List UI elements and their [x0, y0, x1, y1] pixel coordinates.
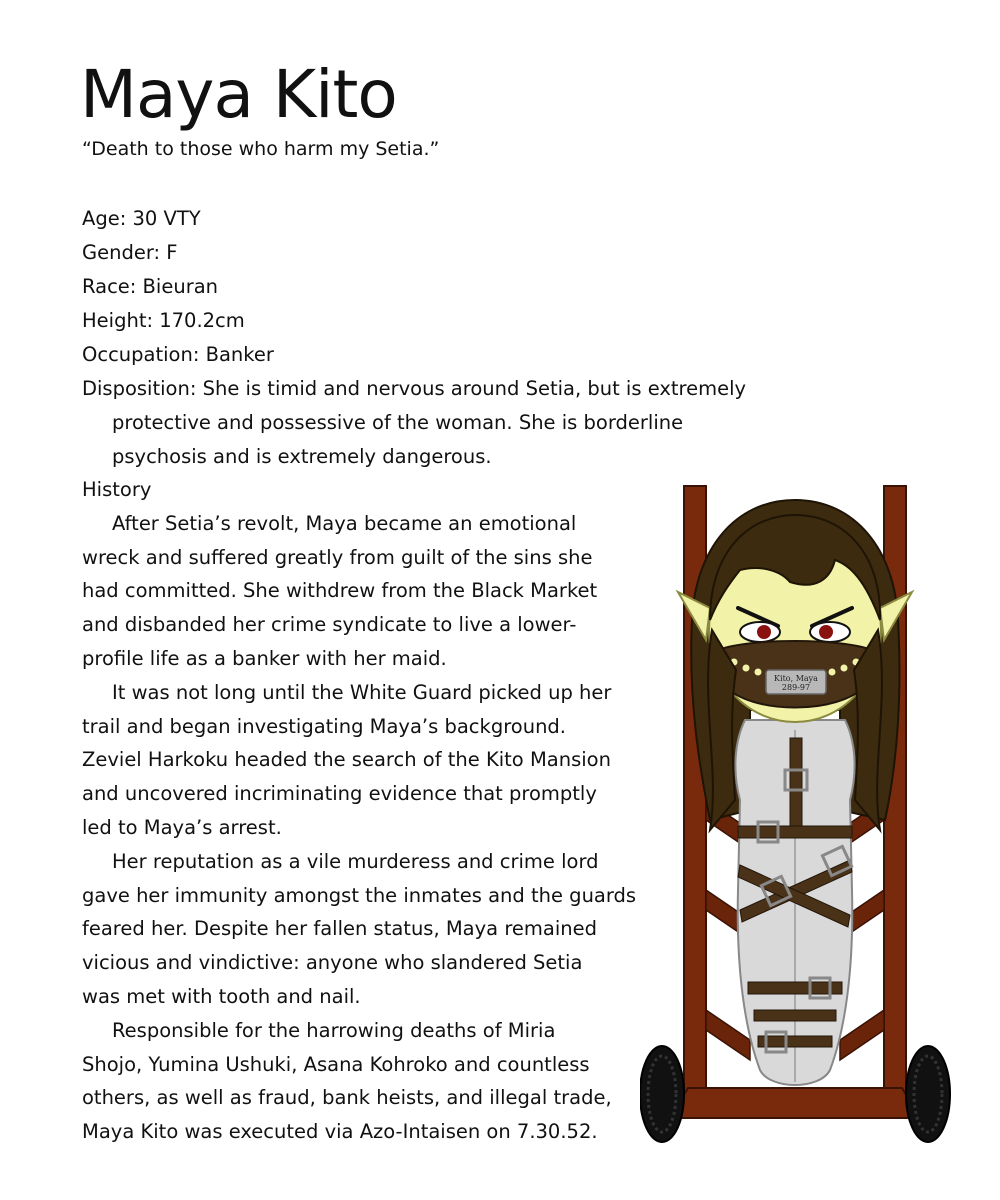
strap-knee	[754, 1010, 836, 1021]
history-line: Her reputation as a vile murderess and crime lord	[112, 849, 599, 873]
history-line: and uncovered incriminating evidence that promptly	[82, 782, 597, 806]
history-line: led to Maya’s arrest.	[82, 815, 282, 839]
stat-gender: Gender: F	[82, 241, 178, 264]
name-tag-name: Kito, Maya	[774, 674, 818, 683]
history-line: Zeviel Harkoku headed the search of the Kito Mansion	[82, 748, 611, 772]
strap-thigh	[748, 982, 842, 994]
history-line: Responsible for the harrowing deaths of Miria	[112, 1018, 556, 1042]
history-section	[82, 473, 652, 1149]
iris-right	[819, 625, 833, 639]
history-line: wreck and suffered greatly from guilt of the sins she	[82, 545, 593, 569]
history-line: After Setia’s revolt, Maya became an emotional	[112, 511, 577, 535]
character-quote: “Death to those who harm my Setia.”	[82, 138, 440, 160]
history-line: was met with tooth and nail.	[82, 984, 361, 1008]
character-illustration	[640, 470, 970, 1160]
history-line: It was not long until the White Guard picked up her	[112, 680, 612, 704]
history-line: Shojo, Yumina Ushuki, Asana Kohroko and countless	[82, 1052, 590, 1076]
strap-shin	[758, 1036, 832, 1047]
mask-stud	[755, 669, 762, 676]
stat-disposition-cont: psychosis and is extremely dangerous.	[112, 445, 492, 468]
name-tag-number: 289-97	[781, 683, 811, 692]
mask-stud	[841, 665, 848, 672]
history-heading: History	[82, 478, 152, 501]
stat-race: Race: Bieuran	[82, 275, 219, 298]
stat-age: Age: 30 VTY	[82, 207, 201, 230]
history-line: vicious and vindictive: anyone who slandered Setia	[82, 951, 583, 975]
history-line: profile life as a banker with her maid.	[82, 646, 447, 670]
stat-occupation: Occupation: Banker	[82, 343, 274, 366]
iris-left	[757, 625, 771, 639]
frame-base	[670, 1088, 920, 1118]
strap-chest	[790, 738, 802, 830]
history-line: and disbanded her crime syndicate to live a lower-	[82, 613, 577, 637]
history-line: others, as well as fraud, bank heists, and illegal trade,	[82, 1086, 612, 1110]
mask-stud	[743, 665, 750, 672]
stat-height: Height: 170.2cm	[82, 309, 245, 332]
stat-disposition-cont: protective and possessive of the woman. She is borderline	[112, 411, 684, 434]
history-line: gave her immunity amongst the inmates and the guards	[82, 883, 637, 907]
mask-stud	[829, 669, 836, 676]
character-stats	[82, 202, 762, 474]
history-line: Maya Kito was executed via Azo-Intaisen on 7.30.52.	[82, 1120, 598, 1144]
page-title: Maya Kito	[80, 56, 397, 133]
history-line: trail and began investigating Maya’s background.	[82, 714, 567, 738]
stat-disposition: Disposition: She is timid and nervous around Setia, but is extremely	[82, 377, 747, 400]
history-line: feared her. Despite her fallen status, Maya remained	[82, 917, 597, 941]
frame-brace	[840, 1010, 884, 1060]
strap-waist	[738, 826, 852, 838]
history-line: had committed. She withdrew from the Black Market	[82, 579, 598, 603]
restraint-cart-illustration	[640, 470, 970, 1160]
frame-brace	[706, 1010, 750, 1060]
